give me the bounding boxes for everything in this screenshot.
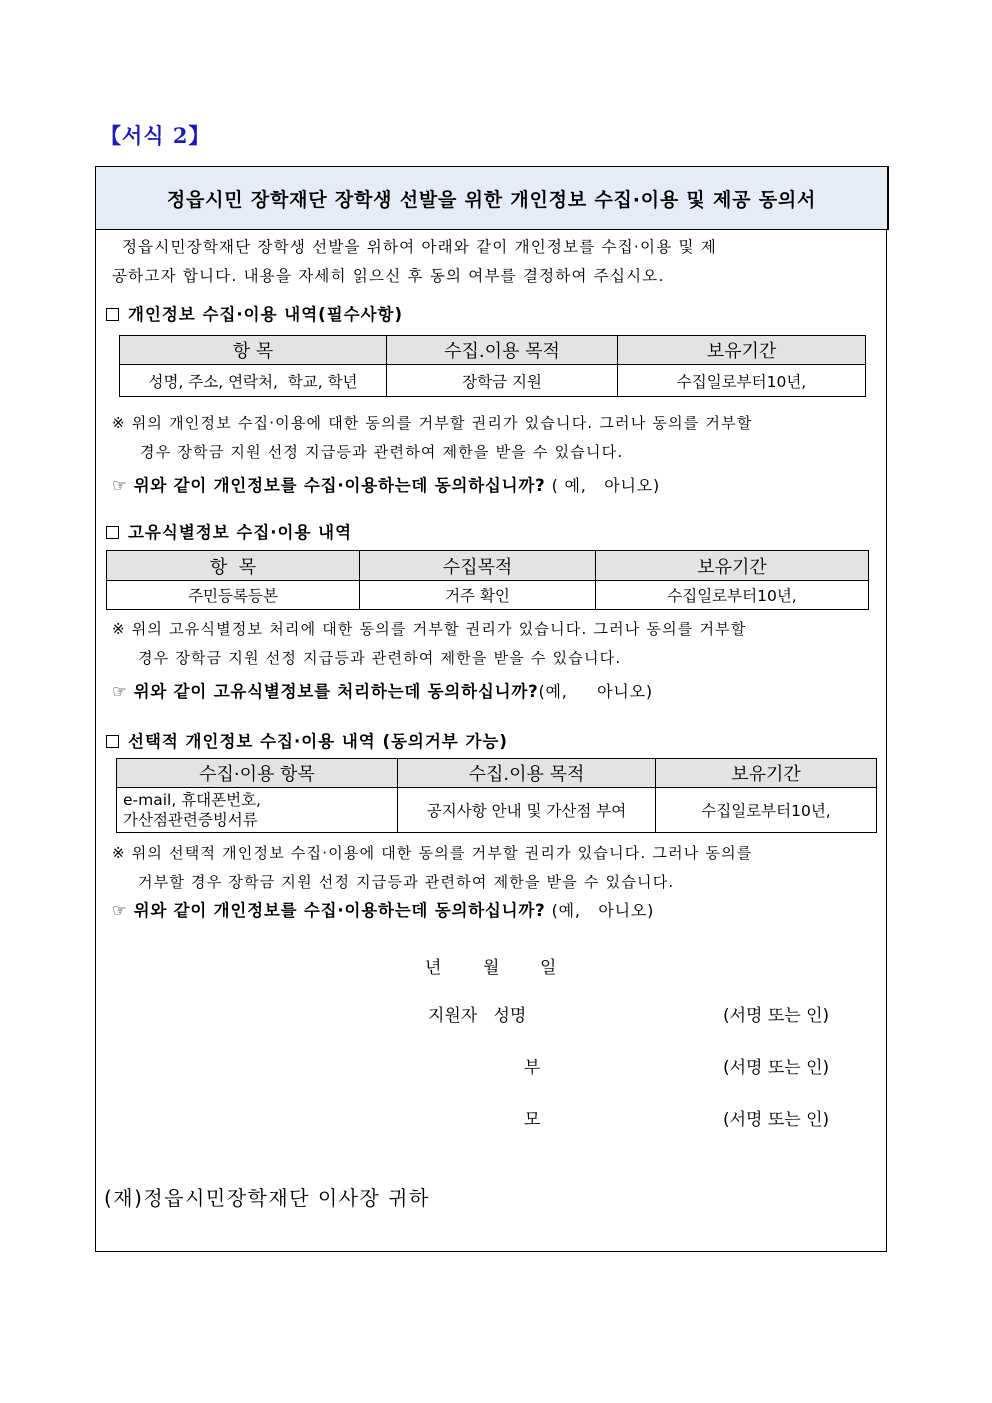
- notice-line-1: ※ 위의 선택적 개인정보 수집·이용에 대한 동의를 거부할 권리가 있습니다. 그러나 동의를: [112, 844, 753, 862]
- section-heading-text: 개인정보 수집·이용 내역(필수사항): [128, 305, 403, 324]
- header-cell: 수집.이용 목적: [387, 336, 618, 365]
- notice-line-2: 경우 장학금 지원 선정 지급등과 관련하여 제한을 받을 수 있습니다.: [138, 649, 622, 667]
- question-text: 위와 같이 개인정보를 수집·이용하는데 동의하십니까?: [133, 901, 546, 920]
- notice-required: [112, 409, 753, 467]
- header-cell: 수집.이용 목적: [398, 759, 656, 788]
- pointing-hand-icon: ☞: [112, 682, 128, 701]
- pointing-hand-icon: ☞: [112, 901, 128, 920]
- question-text: 위와 같이 개인정보를 수집·이용하는데 동의하십니까?: [133, 476, 546, 495]
- pointing-hand-icon: ☞: [112, 476, 128, 495]
- header-cell: 수집목적: [360, 551, 596, 581]
- applicant-signature-field[interactable]: (서명 또는 인): [723, 1006, 830, 1026]
- header-cell: 보유기간: [656, 759, 877, 788]
- consent-question-optional: [112, 897, 654, 921]
- yes-no-options[interactable]: (예, 아니오): [538, 682, 653, 701]
- notice-line-2: 거부할 경우 장학금 지원 선정 지급등과 관련하여 제한을 받을 수 있습니다.: [138, 873, 675, 891]
- checkbox-icon: [106, 308, 119, 321]
- date-day-label[interactable]: 일: [540, 958, 557, 978]
- table-cell: [117, 788, 398, 833]
- mother-signature-field[interactable]: (서명 또는 인): [723, 1110, 830, 1130]
- section-heading-required: [106, 301, 403, 325]
- intro-line-2: 공하고자 합니다. 내용을 자세히 읽으신 후 동의 여부를 결정하여 주십시오.: [112, 267, 665, 285]
- title-box: [95, 166, 889, 230]
- intro-paragraph: [112, 233, 882, 291]
- section-heading-unique-id: [106, 519, 352, 543]
- document-frame: [95, 166, 887, 1252]
- unique-id-table: [106, 550, 869, 610]
- header-cell: 보유기간: [618, 336, 866, 365]
- header-cell: 수집·이용 항목: [117, 759, 398, 788]
- table-header-row: [117, 759, 877, 788]
- required-info-table: [119, 335, 866, 397]
- document-title: 정읍시민 장학재단 장학생 선발을 위한 개인정보 수집·이용 및 제공 동의서: [166, 188, 817, 211]
- table-cell: 수집일로부터10년,: [618, 365, 866, 397]
- notice-line-1: ※ 위의 고유식별정보 처리에 대한 동의를 거부할 권리가 있습니다. 그러나 동의를 거부할: [112, 620, 747, 638]
- notice-unique-id: [112, 615, 747, 673]
- father-signature-field[interactable]: (서명 또는 인): [723, 1058, 830, 1078]
- form-number-label: 【서식 2】: [100, 123, 211, 148]
- table-row: [117, 788, 877, 833]
- section-heading-text: 선택적 개인정보 수집·이용 내역 (동의거부 가능): [128, 732, 508, 751]
- notice-line-2: 경우 장학금 지원 선정 지급등과 관련하여 제한을 받을 수 있습니다.: [140, 443, 624, 461]
- date-month-label[interactable]: 월: [483, 958, 500, 978]
- optional-info-table: [116, 758, 877, 833]
- table-cell: 거주 확인: [360, 581, 596, 610]
- section-heading-optional: [106, 728, 508, 752]
- section-heading-text: 고유식별정보 수집·이용 내역: [128, 523, 353, 542]
- mother-label: 모: [524, 1110, 541, 1130]
- checkbox-icon: [106, 526, 119, 539]
- table-cell: 주민등록등본: [107, 581, 360, 610]
- header-cell: 보유기간: [596, 551, 869, 581]
- table-row: [120, 365, 866, 397]
- table-header-row: [107, 551, 869, 581]
- table-cell: 장학금 지원: [387, 365, 618, 397]
- father-label: 부: [524, 1058, 541, 1078]
- yes-no-options[interactable]: (예, 아니오): [551, 901, 655, 920]
- consent-question-required: [112, 472, 660, 496]
- date-year-label[interactable]: 년: [425, 958, 442, 978]
- applicant-name-label: 지원자 성명: [428, 1006, 527, 1026]
- table-cell: 성명, 주소, 연락처, 학교, 학년: [120, 365, 387, 397]
- cell-line-2: 가산점관련증빙서류: [123, 811, 258, 829]
- cell-line-1: e-mail, 휴대폰번호,: [123, 791, 261, 809]
- table-header-row: [120, 336, 866, 365]
- table-cell: 수집일로부터10년,: [596, 581, 869, 610]
- intro-line-1: 정읍시민장학재단 장학생 선발을 위하여 아래와 같이 개인정보를 수집·이용 및 제: [122, 238, 717, 256]
- table-cell: 공지사항 안내 및 가산점 부여: [398, 788, 656, 833]
- notice-optional: [112, 839, 753, 897]
- header-cell: 항 목: [120, 336, 387, 365]
- notice-line-1: ※ 위의 개인정보 수집·이용에 대한 동의를 거부할 권리가 있습니다. 그러나 동의를 거부할: [112, 414, 753, 432]
- header-cell: 항 목: [107, 551, 360, 581]
- table-cell: 수집일로부터10년,: [656, 788, 877, 833]
- yes-no-options[interactable]: ( 예, 아니오): [551, 476, 661, 495]
- checkbox-icon: [106, 735, 119, 748]
- addressee: (재)정읍시민장학재단 이사장 귀하: [104, 1186, 430, 1210]
- consent-question-unique-id: [112, 678, 653, 702]
- question-text: 위와 같이 고유식별정보를 처리하는데 동의하십니까?: [133, 682, 539, 701]
- table-row: [107, 581, 869, 610]
